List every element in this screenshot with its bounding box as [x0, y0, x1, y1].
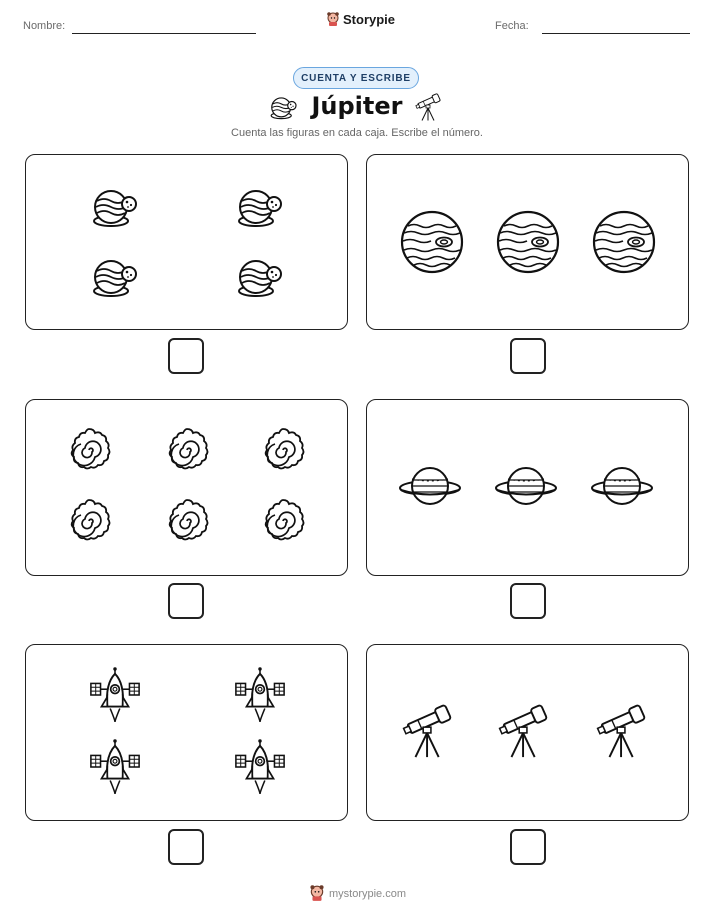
answer-box-4[interactable]: [510, 583, 546, 619]
count-box-5: [25, 644, 348, 821]
name-line[interactable]: [72, 33, 256, 34]
swirl-planet-icon: [88, 256, 140, 300]
jupiter-icon: [592, 210, 656, 274]
ringed-planet-icon: [494, 464, 558, 508]
rocket-icon: [233, 666, 287, 724]
rocket-icon: [88, 666, 142, 724]
storypie-mascot-icon: [309, 885, 325, 902]
date-label: Fecha:: [495, 20, 529, 32]
count-box-1: [25, 154, 348, 330]
rocket-icon: [233, 738, 287, 796]
name-label: Nombre:: [23, 20, 66, 32]
instructions: Cuenta las figuras en cada caja. Escribe el número.: [231, 127, 483, 139]
galaxy-icon: [162, 426, 212, 476]
telescope-icon: [594, 702, 652, 760]
telescope-icon: [496, 702, 554, 760]
galaxy-icon: [258, 426, 308, 476]
telescope-title-icon: [414, 92, 444, 122]
page-title: Júpiter: [311, 92, 403, 120]
worksheet-badge: CUENTA Y ESCRIBE: [293, 67, 419, 89]
brand-name: Storypie: [343, 12, 396, 27]
rocket-icon: [88, 738, 142, 796]
galaxy-icon: [162, 497, 212, 547]
answer-box-3[interactable]: [168, 583, 204, 619]
galaxy-icon: [64, 426, 114, 476]
jupiter-icon: [496, 210, 560, 274]
footer-site[interactable]: mystorypie.com: [329, 887, 407, 900]
date-line[interactable]: [542, 33, 690, 34]
galaxy-icon: [258, 497, 308, 547]
swirl-planet-icon: [233, 186, 285, 230]
answer-box-1[interactable]: [168, 338, 204, 374]
jupiter-title-icon: [267, 95, 299, 121]
brand-logo: [326, 12, 395, 27]
ringed-planet-icon: [398, 464, 462, 508]
footer: [309, 885, 406, 902]
answer-box-5[interactable]: [168, 829, 204, 865]
answer-box-2[interactable]: [510, 338, 546, 374]
telescope-icon: [400, 702, 458, 760]
swirl-planet-icon: [233, 256, 285, 300]
ringed-planet-icon: [590, 464, 654, 508]
swirl-planet-icon: [88, 186, 140, 230]
jupiter-icon: [400, 210, 464, 274]
storypie-mascot-icon: [326, 12, 340, 27]
galaxy-icon: [64, 497, 114, 547]
answer-box-6[interactable]: [510, 829, 546, 865]
